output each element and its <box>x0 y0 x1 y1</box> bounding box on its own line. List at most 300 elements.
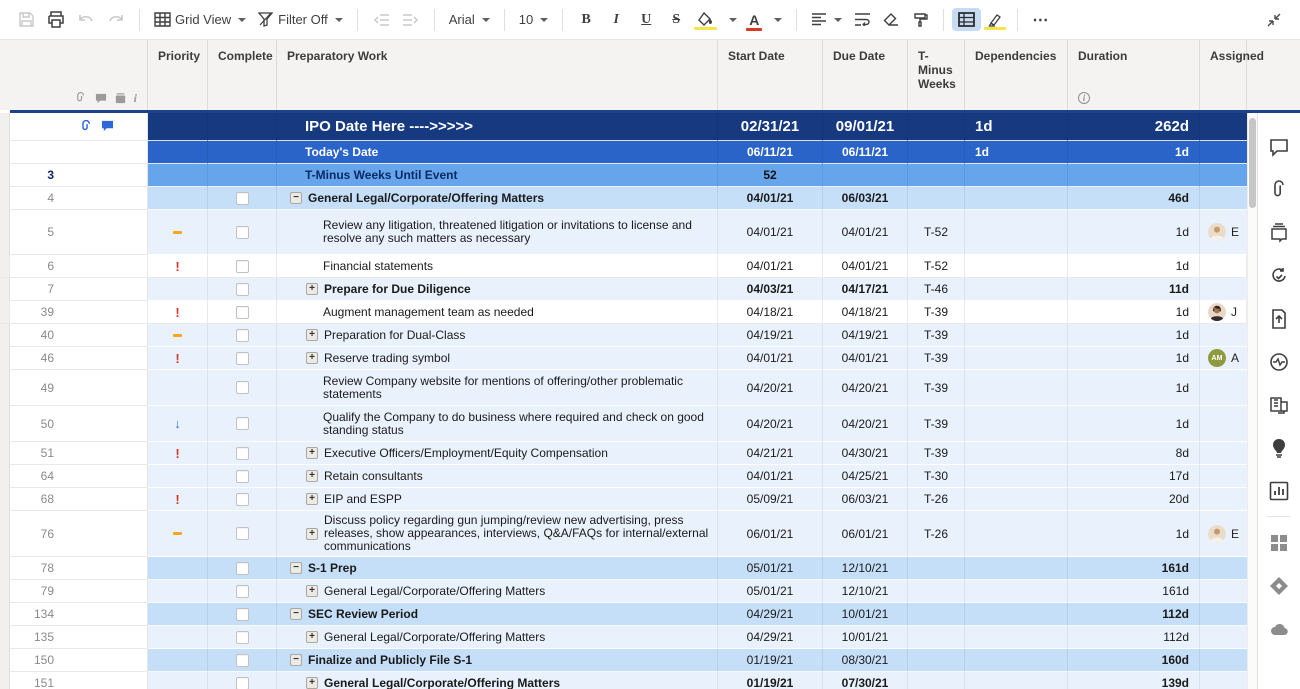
start-date-cell[interactable]: 04/01/21 <box>718 187 823 210</box>
start-date-cell[interactable]: 04/20/21 <box>718 406 823 442</box>
row-number[interactable]: 150 <box>10 649 148 672</box>
assignee-avatar[interactable] <box>1208 303 1226 321</box>
complete-cell[interactable] <box>208 672 277 689</box>
duration-cell[interactable]: 1d <box>1068 301 1200 324</box>
due-date-cell[interactable]: 10/01/21 <box>823 626 908 649</box>
complete-checkbox[interactable] <box>236 447 249 460</box>
task-cell[interactable] <box>277 626 718 649</box>
due-date-cell[interactable]: 09/01/21 <box>823 113 908 141</box>
row-number[interactable]: 1 <box>10 113 148 141</box>
duration-cell[interactable]: 1d <box>1068 141 1200 164</box>
italic-button[interactable]: I <box>613 11 619 27</box>
start-date-cell[interactable]: 04/29/21 <box>718 603 823 626</box>
complete-checkbox[interactable] <box>236 585 249 598</box>
filter-selector[interactable] <box>252 8 349 31</box>
assigned-cell[interactable] <box>1200 511 1247 557</box>
dependencies-cell[interactable] <box>965 301 1068 324</box>
task-text[interactable]: IPO Date Here ---->>>>> <box>305 118 473 135</box>
task-cell[interactable] <box>277 324 718 347</box>
complete-cell[interactable] <box>208 187 277 210</box>
complete-checkbox[interactable] <box>236 608 249 621</box>
task-cell[interactable] <box>277 113 718 141</box>
column-header-assigned[interactable]: Assigned <box>1200 40 1247 110</box>
priority-cell[interactable] <box>148 187 208 210</box>
tminus-cell[interactable]: T-26 <box>908 511 965 557</box>
task-cell[interactable] <box>277 488 718 511</box>
duration-cell[interactable]: 161d <box>1068 580 1200 603</box>
bold-button[interactable]: B <box>581 11 591 27</box>
task-cell[interactable] <box>277 557 718 580</box>
priority-cell[interactable] <box>148 347 208 370</box>
duration-cell[interactable]: 1d <box>1068 255 1200 278</box>
view-selector[interactable] <box>148 8 252 31</box>
task-text[interactable]: Prepare for Due Diligence <box>324 281 471 296</box>
duration-cell[interactable]: 161d <box>1068 557 1200 580</box>
font-size-selector[interactable] <box>513 8 554 31</box>
text-color-button[interactable] <box>743 8 765 32</box>
assignee-avatar[interactable]: AM <box>1208 349 1226 367</box>
column-header-deps[interactable]: Dependencies <box>965 40 1068 110</box>
priority-cell[interactable] <box>148 580 208 603</box>
priority-cell[interactable] <box>148 557 208 580</box>
assigned-cell[interactable] <box>1200 580 1247 603</box>
priority-cell[interactable] <box>148 465 208 488</box>
complete-cell[interactable] <box>208 324 277 347</box>
expand-toggle[interactable]: + <box>306 493 318 505</box>
expand-toggle[interactable]: + <box>306 585 318 597</box>
tminus-cell[interactable] <box>908 603 965 626</box>
proofs-icon[interactable] <box>1268 211 1290 254</box>
complete-cell[interactable] <box>208 488 277 511</box>
priority-cell[interactable] <box>148 370 208 406</box>
task-cell[interactable] <box>277 649 718 672</box>
complete-checkbox[interactable] <box>236 470 249 483</box>
duration-cell[interactable]: 1d <box>1068 511 1200 557</box>
due-date-cell[interactable]: 06/03/21 <box>823 488 908 511</box>
complete-checkbox[interactable] <box>236 260 249 273</box>
priority-cell[interactable] <box>148 255 208 278</box>
assignee-avatar[interactable] <box>1208 223 1226 241</box>
tminus-cell[interactable]: T-52 <box>908 255 965 278</box>
complete-cell[interactable] <box>208 141 277 164</box>
priority-cell[interactable] <box>148 301 208 324</box>
task-text[interactable]: Preparation for Dual-Class <box>324 327 466 342</box>
complete-cell[interactable] <box>208 370 277 406</box>
due-date-cell[interactable]: 04/01/21 <box>823 347 908 370</box>
expand-toggle[interactable]: + <box>306 677 318 689</box>
assigned-cell[interactable] <box>1200 442 1247 465</box>
row-number[interactable]: 79 <box>10 580 148 603</box>
dependencies-cell[interactable] <box>965 511 1068 557</box>
due-date-cell[interactable]: 06/11/21 <box>823 141 908 164</box>
complete-cell[interactable] <box>208 113 277 141</box>
duration-cell[interactable]: 160d <box>1068 649 1200 672</box>
start-date-cell[interactable]: 52 <box>718 164 823 187</box>
publish-icon[interactable] <box>1268 297 1290 340</box>
due-date-cell[interactable]: 04/20/21 <box>823 370 908 406</box>
task-cell[interactable] <box>277 141 718 164</box>
assigned-cell[interactable] <box>1200 626 1247 649</box>
assigned-cell[interactable] <box>1200 187 1247 210</box>
charts-icon[interactable] <box>1268 469 1290 512</box>
expand-toggle[interactable]: + <box>306 329 318 341</box>
assigned-cell[interactable] <box>1200 370 1247 406</box>
row-number[interactable]: 46 <box>10 347 148 370</box>
dependencies-cell[interactable] <box>965 603 1068 626</box>
collapse-toggle[interactable]: − <box>290 562 302 574</box>
task-text[interactable]: Discuss policy regarding gun jumping/review new advertising, press releases, show appearances, interviews, Q&A/FAQs for internal/external communications <box>324 513 709 553</box>
column-header-priority[interactable]: Priority <box>148 40 208 110</box>
fill-color-button[interactable] <box>691 8 720 31</box>
underline-button[interactable]: U <box>641 11 652 27</box>
assigned-cell[interactable] <box>1200 164 1247 187</box>
expand-toggle[interactable]: + <box>306 352 318 364</box>
task-text[interactable]: General Legal/Corporate/Offering Matters <box>308 190 545 205</box>
column-header-tminus[interactable]: T-Minus Weeks <box>908 40 965 110</box>
task-text[interactable]: General Legal/Corporate/Offering Matters <box>324 675 561 689</box>
tminus-cell[interactable] <box>908 141 965 164</box>
task-text[interactable]: Financial statements <box>323 258 434 273</box>
assigned-cell[interactable] <box>1200 488 1247 511</box>
redo-button[interactable] <box>101 8 131 31</box>
dependencies-cell[interactable] <box>965 580 1068 603</box>
complete-checkbox[interactable] <box>236 352 249 365</box>
highlight-button[interactable] <box>981 9 1009 31</box>
diamond-icon[interactable] <box>1268 564 1290 607</box>
assigned-cell[interactable] <box>1200 672 1247 689</box>
priority-cell[interactable] <box>148 141 208 164</box>
priority-cell[interactable] <box>148 406 208 442</box>
due-date-cell[interactable]: 06/01/21 <box>823 511 908 557</box>
priority-cell[interactable] <box>148 672 208 689</box>
task-cell[interactable] <box>277 442 718 465</box>
start-date-cell[interactable]: 04/20/21 <box>718 370 823 406</box>
column-header-duration[interactable]: Duration i <box>1068 40 1200 110</box>
priority-cell[interactable] <box>148 442 208 465</box>
complete-cell[interactable] <box>208 580 277 603</box>
assignee-avatar[interactable] <box>1208 525 1226 543</box>
complete-checkbox[interactable] <box>236 192 249 205</box>
task-text[interactable]: Finalize and Publicly File S-1 <box>308 652 473 667</box>
duration-cell[interactable]: 112d <box>1068 603 1200 626</box>
complete-cell[interactable] <box>208 649 277 672</box>
complete-checkbox[interactable] <box>236 677 249 689</box>
row-number[interactable]: 40 <box>10 324 148 347</box>
dependencies-cell[interactable] <box>965 406 1068 442</box>
tminus-cell[interactable] <box>908 187 965 210</box>
task-text[interactable]: Augment management team as needed <box>323 304 534 319</box>
start-date-cell[interactable]: 04/01/21 <box>718 465 823 488</box>
complete-cell[interactable] <box>208 255 277 278</box>
expand-toggle[interactable]: + <box>306 447 318 459</box>
assigned-cell[interactable] <box>1200 210 1247 255</box>
complete-checkbox[interactable] <box>236 329 249 342</box>
task-cell[interactable] <box>277 164 718 187</box>
dependencies-cell[interactable] <box>965 347 1068 370</box>
tminus-cell[interactable] <box>908 113 965 141</box>
tminus-cell[interactable]: T-39 <box>908 324 965 347</box>
tminus-cell[interactable]: T-39 <box>908 347 965 370</box>
duration-cell[interactable] <box>1068 164 1200 187</box>
activity-log-icon[interactable] <box>1268 340 1290 383</box>
dependencies-cell[interactable] <box>965 465 1068 488</box>
start-date-cell[interactable]: 06/11/21 <box>718 141 823 164</box>
attachments-icon[interactable] <box>1268 168 1290 211</box>
row-number[interactable]: 2 <box>10 141 148 164</box>
start-date-cell[interactable]: 04/03/21 <box>718 278 823 301</box>
task-cell[interactable] <box>277 255 718 278</box>
collapse-toggle[interactable]: − <box>290 608 302 620</box>
complete-checkbox[interactable] <box>236 562 249 575</box>
complete-cell[interactable] <box>208 465 277 488</box>
start-date-cell[interactable]: 05/09/21 <box>718 488 823 511</box>
duration-cell[interactable]: 1d <box>1068 210 1200 255</box>
dependencies-cell[interactable] <box>965 649 1068 672</box>
due-date-cell[interactable]: 12/10/21 <box>823 580 908 603</box>
save-button[interactable] <box>12 7 41 32</box>
due-date-cell[interactable]: 04/17/21 <box>823 278 908 301</box>
tminus-cell[interactable] <box>908 649 965 672</box>
start-date-cell[interactable]: 05/01/21 <box>718 580 823 603</box>
priority-cell[interactable] <box>148 164 208 187</box>
start-date-cell[interactable]: 04/18/21 <box>718 301 823 324</box>
text-color-dropdown[interactable] <box>765 14 788 26</box>
complete-cell[interactable] <box>208 164 277 187</box>
row-number[interactable]: 135 <box>10 626 148 649</box>
complete-checkbox[interactable] <box>236 493 249 506</box>
duration-cell[interactable]: 20d <box>1068 488 1200 511</box>
complete-cell[interactable] <box>208 511 277 557</box>
undo-button[interactable] <box>71 8 101 31</box>
complete-checkbox[interactable] <box>236 631 249 644</box>
task-text[interactable]: SEC Review Period <box>308 606 419 621</box>
dependencies-cell[interactable]: 1d <box>965 113 1068 141</box>
priority-cell[interactable] <box>148 113 208 141</box>
priority-cell[interactable] <box>148 649 208 672</box>
priority-cell[interactable] <box>148 210 208 255</box>
duration-info-icon[interactable]: i <box>1078 92 1090 104</box>
task-cell[interactable] <box>277 465 718 488</box>
assigned-cell[interactable] <box>1200 347 1247 370</box>
column-header-due[interactable]: Due Date <box>823 40 908 110</box>
row-number[interactable]: 39 <box>10 301 148 324</box>
priority-cell[interactable] <box>148 603 208 626</box>
priority-cell[interactable] <box>148 324 208 347</box>
assigned-cell[interactable] <box>1200 649 1247 672</box>
assigned-cell[interactable] <box>1200 113 1247 141</box>
complete-cell[interactable] <box>208 406 277 442</box>
due-date-cell[interactable]: 06/03/21 <box>823 187 908 210</box>
due-date-cell[interactable]: 04/01/21 <box>823 255 908 278</box>
clear-format-button[interactable] <box>877 9 906 31</box>
task-text[interactable]: General Legal/Corporate/Offering Matters <box>324 629 546 644</box>
tminus-cell[interactable] <box>908 164 965 187</box>
column-header-start[interactable]: Start Date <box>718 40 823 110</box>
complete-checkbox[interactable] <box>236 381 249 394</box>
tminus-cell[interactable]: T-26 <box>908 488 965 511</box>
tminus-cell[interactable]: T-30 <box>908 465 965 488</box>
tminus-cell[interactable]: T-39 <box>908 301 965 324</box>
dependencies-cell[interactable] <box>965 278 1068 301</box>
priority-cell[interactable] <box>148 278 208 301</box>
assigned-cell[interactable] <box>1200 406 1247 442</box>
duration-cell[interactable]: 1d <box>1068 347 1200 370</box>
row-number[interactable]: 7 <box>10 278 148 301</box>
dependencies-cell[interactable] <box>965 488 1068 511</box>
start-date-cell[interactable]: 04/01/21 <box>718 347 823 370</box>
dependencies-cell[interactable]: 1d <box>965 141 1068 164</box>
task-text[interactable]: EIP and ESPP <box>324 491 402 506</box>
tminus-cell[interactable]: T-39 <box>908 406 965 442</box>
tminus-cell[interactable] <box>908 580 965 603</box>
complete-cell[interactable] <box>208 626 277 649</box>
start-date-cell[interactable]: 04/01/21 <box>718 210 823 255</box>
task-cell[interactable] <box>277 406 718 442</box>
dependencies-cell[interactable] <box>965 672 1068 689</box>
align-button[interactable] <box>805 9 848 30</box>
task-cell[interactable] <box>277 301 718 324</box>
dependencies-cell[interactable] <box>965 557 1068 580</box>
comment-icon[interactable] <box>101 120 114 132</box>
task-text[interactable]: T-Minus Weeks Until Event <box>305 167 458 182</box>
due-date-cell[interactable]: 04/20/21 <box>823 406 908 442</box>
duration-cell[interactable]: 1d <box>1068 406 1200 442</box>
priority-cell[interactable] <box>148 488 208 511</box>
insights-icon[interactable] <box>1268 426 1290 469</box>
task-cell[interactable] <box>277 187 718 210</box>
row-number[interactable]: 134 <box>10 603 148 626</box>
row-number[interactable]: 49 <box>10 370 148 406</box>
duration-cell[interactable]: 1d <box>1068 324 1200 347</box>
row-number[interactable]: 5 <box>10 210 148 255</box>
task-text[interactable]: Reserve trading symbol <box>324 350 451 365</box>
start-date-cell[interactable]: 04/29/21 <box>718 626 823 649</box>
assigned-cell[interactable] <box>1200 301 1247 324</box>
due-date-cell[interactable]: 04/19/21 <box>823 324 908 347</box>
more-button[interactable]: ⋯ <box>1032 11 1049 29</box>
borders-button[interactable] <box>952 8 981 31</box>
due-date-cell[interactable]: 08/30/21 <box>823 649 908 672</box>
assigned-cell[interactable] <box>1200 141 1247 164</box>
tminus-cell[interactable]: T-46 <box>908 278 965 301</box>
task-text[interactable]: Retain consultants <box>324 468 423 483</box>
column-header-complete[interactable]: Complete <box>208 40 277 110</box>
complete-cell[interactable] <box>208 278 277 301</box>
collapse-toggle[interactable]: − <box>290 654 302 666</box>
assigned-cell[interactable] <box>1200 324 1247 347</box>
copy-icon[interactable] <box>1268 383 1290 426</box>
dependencies-cell[interactable] <box>965 187 1068 210</box>
vertical-scrollbar[interactable] <box>1247 113 1257 689</box>
wrap-text-button[interactable] <box>848 9 877 30</box>
due-date-cell[interactable]: 10/01/21 <box>823 603 908 626</box>
task-text[interactable]: Review any litigation, threatened litigation or invitations to license and resolve any such matters as necessary <box>323 218 692 245</box>
task-text[interactable]: Executive Officers/Employment/Equity Compensation <box>324 445 608 460</box>
tminus-cell[interactable] <box>908 626 965 649</box>
start-date-cell[interactable]: 04/01/21 <box>718 255 823 278</box>
duration-cell[interactable]: 112d <box>1068 626 1200 649</box>
start-date-cell[interactable]: 06/01/21 <box>718 511 823 557</box>
conversations-icon[interactable] <box>1268 125 1290 168</box>
row-number[interactable]: 68 <box>10 488 148 511</box>
scrollbar-thumb[interactable] <box>1249 118 1256 208</box>
task-text[interactable]: General Legal/Corporate/Offering Matters <box>324 583 546 598</box>
expand-toggle[interactable]: + <box>306 528 318 540</box>
task-cell[interactable] <box>277 278 718 301</box>
tminus-cell[interactable] <box>908 557 965 580</box>
expand-toggle[interactable]: + <box>306 631 318 643</box>
start-date-cell[interactable]: 02/31/21 <box>718 113 823 141</box>
fill-color-dropdown[interactable] <box>720 14 743 26</box>
due-date-cell[interactable]: 04/01/21 <box>823 210 908 255</box>
assigned-cell[interactable] <box>1200 255 1247 278</box>
complete-cell[interactable] <box>208 557 277 580</box>
tminus-cell[interactable]: T-52 <box>908 210 965 255</box>
duration-cell[interactable]: 8d <box>1068 442 1200 465</box>
complete-cell[interactable] <box>208 210 277 255</box>
task-cell[interactable] <box>277 672 718 689</box>
font-family-selector[interactable] <box>443 8 496 31</box>
start-date-cell[interactable]: 04/21/21 <box>718 442 823 465</box>
assigned-cell[interactable] <box>1200 278 1247 301</box>
complete-checkbox[interactable] <box>236 527 249 540</box>
row-number[interactable]: 76 <box>10 511 148 557</box>
format-painter-button[interactable] <box>906 8 935 31</box>
task-cell[interactable] <box>277 347 718 370</box>
dependencies-cell[interactable] <box>965 370 1068 406</box>
row-number[interactable]: 51 <box>10 442 148 465</box>
complete-checkbox[interactable] <box>236 226 249 239</box>
expand-toggle[interactable]: + <box>306 283 318 295</box>
task-cell[interactable] <box>277 210 718 255</box>
priority-cell[interactable] <box>148 626 208 649</box>
row-number[interactable]: 4 <box>10 187 148 210</box>
indent-button[interactable] <box>396 9 426 31</box>
row-number[interactable]: 78 <box>10 557 148 580</box>
due-date-cell[interactable]: 12/10/21 <box>823 557 908 580</box>
dependencies-cell[interactable] <box>965 324 1068 347</box>
complete-checkbox[interactable] <box>236 306 249 319</box>
complete-checkbox[interactable] <box>236 417 249 430</box>
expand-toggle[interactable]: + <box>306 470 318 482</box>
task-text[interactable]: Qualify the Company to do business where required and check on good standing status <box>323 409 704 437</box>
row-number[interactable]: 151 <box>10 672 148 689</box>
complete-checkbox[interactable] <box>236 654 249 667</box>
dependencies-cell[interactable] <box>965 626 1068 649</box>
priority-cell[interactable] <box>148 511 208 557</box>
strikethrough-button[interactable]: S <box>672 11 681 27</box>
task-cell[interactable] <box>277 370 718 406</box>
task-text[interactable]: Review Company website for mentions of offering/other problematic statements <box>323 373 683 401</box>
outdent-button[interactable] <box>366 9 396 31</box>
task-cell[interactable] <box>277 511 718 557</box>
start-date-cell[interactable]: 01/19/21 <box>718 649 823 672</box>
attachment-icon[interactable] <box>80 120 93 133</box>
tminus-cell[interactable]: T-39 <box>908 370 965 406</box>
print-button[interactable] <box>41 7 71 32</box>
start-date-cell[interactable]: 04/19/21 <box>718 324 823 347</box>
duration-cell[interactable]: 262d <box>1068 113 1200 141</box>
duration-cell[interactable]: 139d <box>1068 672 1200 689</box>
task-text[interactable]: Today's Date <box>305 144 379 159</box>
due-date-cell[interactable]: 04/25/21 <box>823 465 908 488</box>
complete-cell[interactable] <box>208 442 277 465</box>
task-cell[interactable] <box>277 603 718 626</box>
duration-cell[interactable]: 1d <box>1068 370 1200 406</box>
complete-checkbox[interactable] <box>236 283 249 296</box>
column-header-task[interactable]: Preparatory Work <box>277 40 718 110</box>
row-number[interactable]: 50 <box>10 406 148 442</box>
